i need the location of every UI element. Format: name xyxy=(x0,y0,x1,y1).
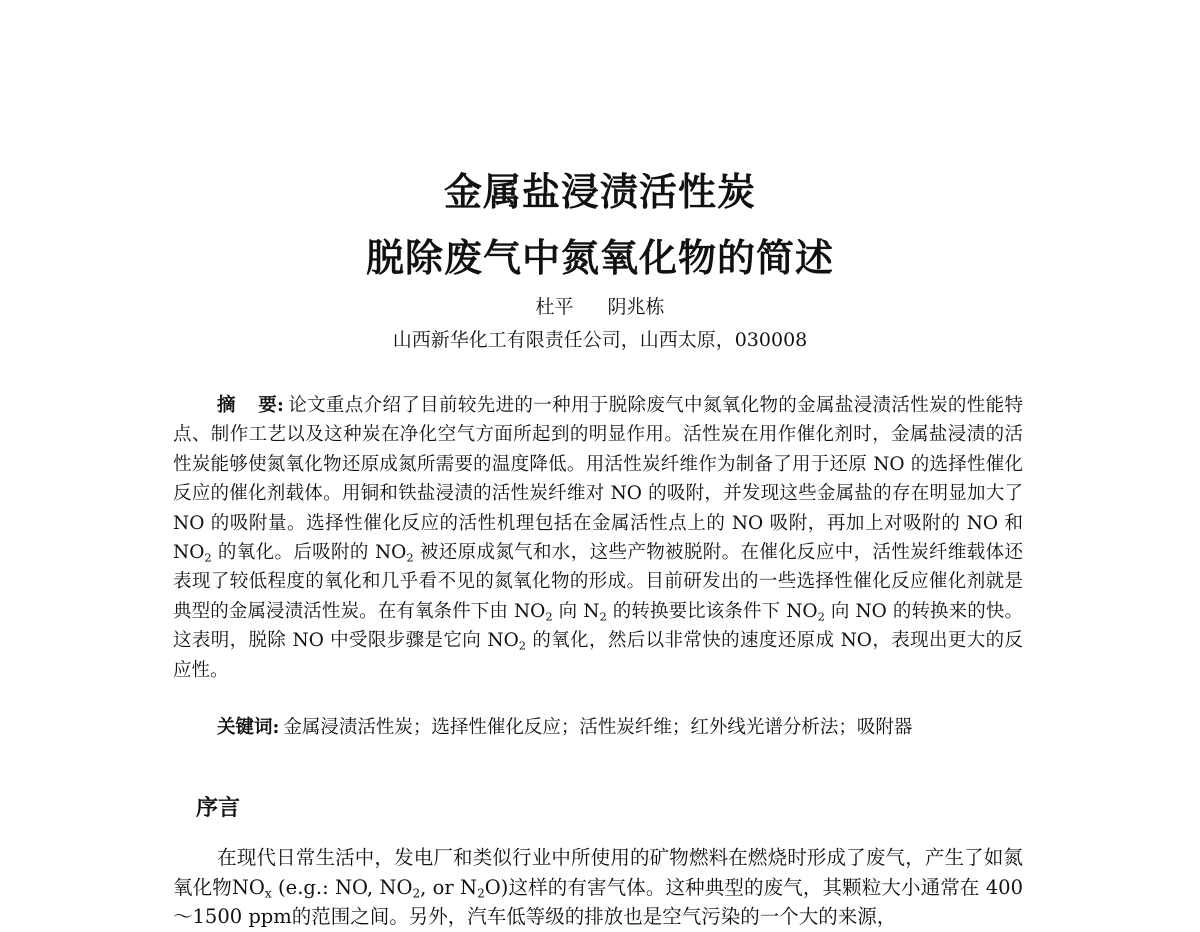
abstract-text: 的氧化，然后以非常快的速度还原成 NO，表现出更大的反应性。 xyxy=(173,630,1023,681)
author-list xyxy=(0,294,1200,320)
abstract-text: 的氧化。后吸附的 NO xyxy=(211,542,407,564)
author-name: 阴兆栋 xyxy=(607,296,665,318)
body-text: 在现代日常生活中，发电厂和类似行业中所使用的矿物燃料在燃烧时形成了废气，产生了如氮氧化物NO xyxy=(173,846,1023,899)
keywords-text: 金属浸渍活性炭；选择性催化反应；活性炭纤维；红外线光谱分析法；吸附器 xyxy=(283,717,913,738)
subscript: 2 xyxy=(406,550,414,565)
subscript: 2 xyxy=(477,886,485,901)
abstract-text: 被还原成氮气和水，这些产物被脱附。在催化反应中，活性炭纤维载体还表现了较低程度的氧化和几乎看不见的氮氧化物的形成。目前研发出的一些选择性催化反应催化剂就是典型的金属浸渍活性炭。在有氧条件下由 NO xyxy=(173,542,1023,622)
paper-title-line-1: 金属盐浸渍活性炭 xyxy=(443,169,756,214)
abstract-text: 的转换要比该条件下 NO xyxy=(606,600,818,622)
abstract-text: 向 N xyxy=(552,600,600,622)
paper-title-line-2: 脱除废气中氮氧化物的简述 xyxy=(365,235,834,280)
subscript: 2 xyxy=(545,609,553,624)
subscript: 2 xyxy=(518,638,527,653)
abstract-label: 摘 要: xyxy=(217,395,284,416)
author-name: 杜平 xyxy=(535,296,574,318)
body-paragraph xyxy=(173,843,1023,932)
abstract-text: 向 NO 的转换来的快。这表明，脱除 NO 中受限步骤是它向 NO xyxy=(173,600,1023,652)
author-affiliation: 山西新华化工有限责任公司，山西太原，030008 xyxy=(392,329,808,351)
body-text: (e.g.: NO, NO xyxy=(271,875,413,899)
subscript: 2 xyxy=(817,609,825,624)
subscript: 2 xyxy=(204,550,212,565)
body-text: O)这样的有害气体。这种典型的废气，其颗粒大小通常在 400～1500 ppm的范围之间。另外，汽车低等级的排放也是空气污染的一个大的来源， xyxy=(173,875,1023,929)
keywords-label: 关键词: xyxy=(217,717,280,738)
subscript: 2 xyxy=(412,886,421,901)
subscript: x xyxy=(264,886,272,901)
abstract-text: 论文重点介绍了目前较先进的一种用于脱除废气中氮氧化物的金属盐浸渍活性炭的性能特点、制作工艺以及这种炭在净化空气方面所起到的明显作用。活性炭在用作催化剂时，金属盐浸渍的活性炭能够使氮氧化物还原成氮所需要的温度降低。用活性炭纤维作为制备了用于还原 NO 的选择性催化反应的催化剂载体。用铜和铁盐浸渍的活性炭纤维对 NO 的吸附，并发现这些金属盐的存在明显加大了 NO 的吸附量。选择性催化反应的活性机理包括在金属活性点上的 NO 吸附，再加上对吸附的 NO 和 NO xyxy=(173,395,1023,564)
body-text: , or N xyxy=(420,875,478,899)
subscript: 2 xyxy=(599,609,607,624)
section-heading: 序言 xyxy=(196,795,241,821)
keywords xyxy=(173,713,1023,742)
abstract xyxy=(173,391,1023,685)
